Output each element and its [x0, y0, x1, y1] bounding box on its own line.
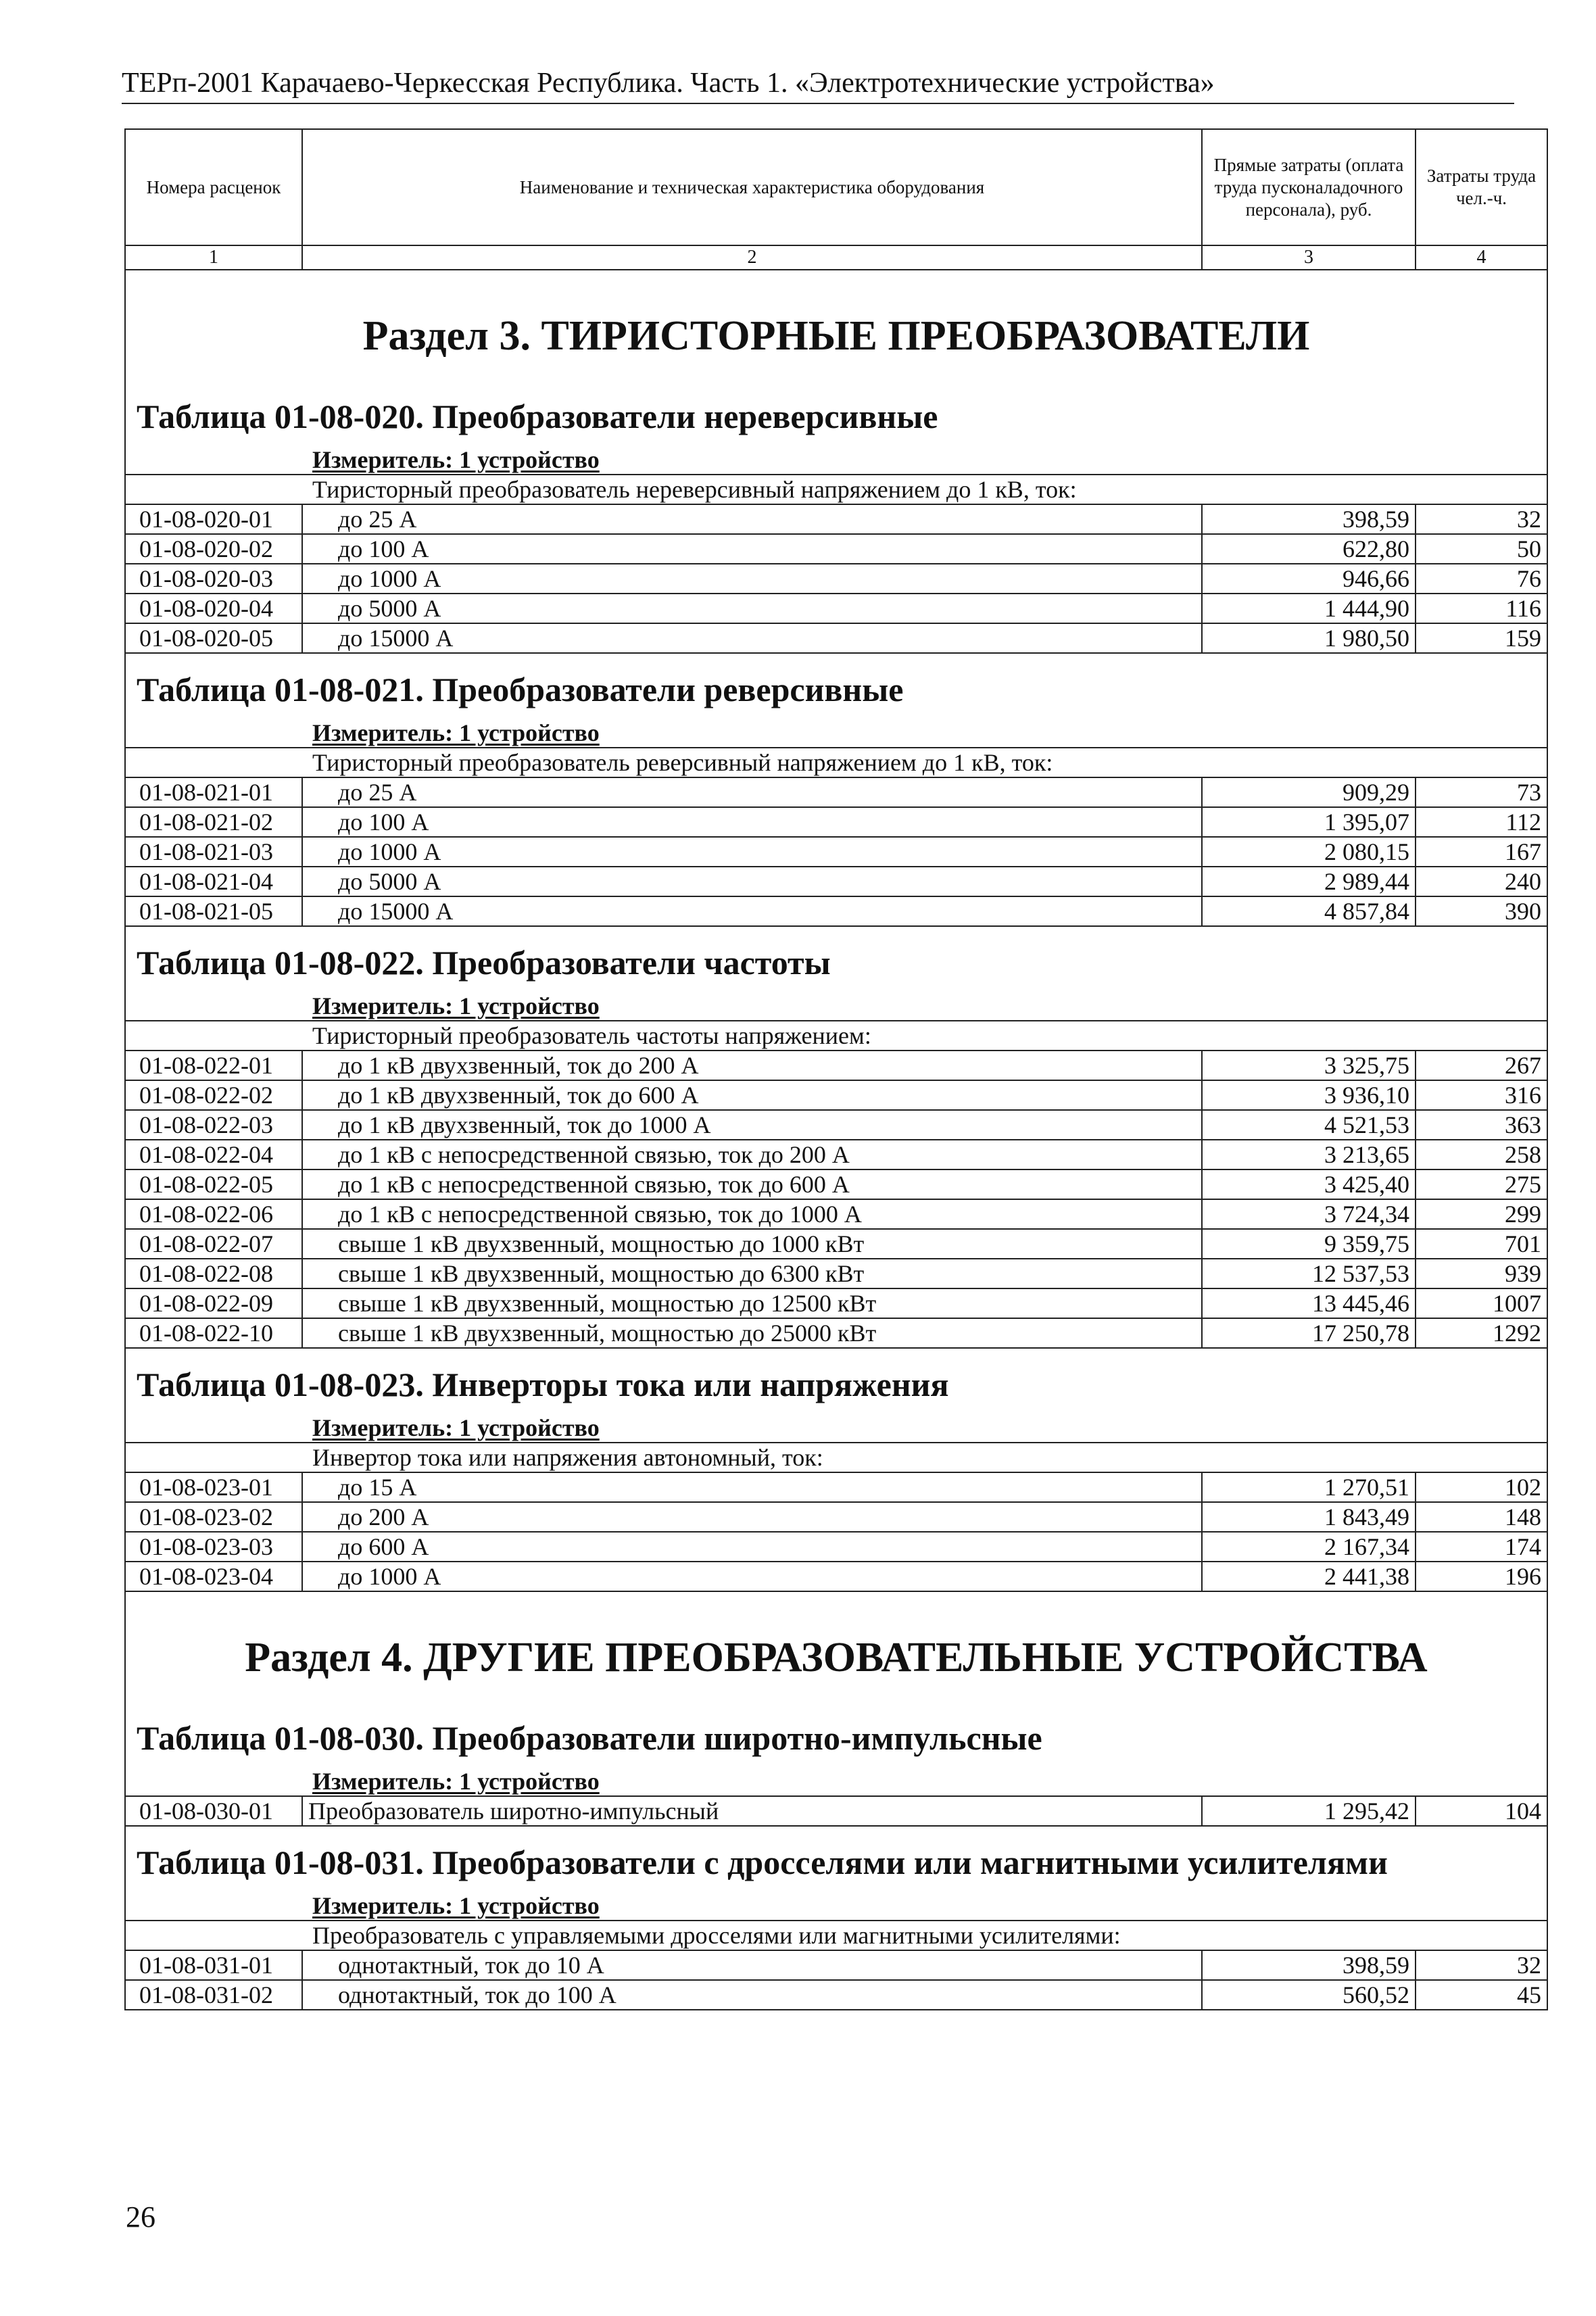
direct-cost: 1 980,50 [1203, 624, 1416, 652]
table-row [126, 838, 1547, 867]
table-row [126, 1473, 1547, 1503]
table-rows [126, 505, 1547, 654]
table-row [126, 1259, 1547, 1289]
direct-cost: 946,66 [1203, 564, 1416, 593]
labor-cost: 167 [1505, 838, 1541, 865]
labor-cost: 363 [1505, 1111, 1541, 1138]
unit-of-measure: Измеритель: 1 устройство [312, 719, 600, 746]
table-rows [126, 1797, 1547, 1827]
labor-cost: 1007 [1493, 1290, 1541, 1317]
direct-cost: 1 444,90 [1203, 594, 1416, 623]
equipment-name: до 1 кВ с непосредственной связью, ток до 600 А [303, 1170, 1203, 1199]
labor-cost: 32 [1517, 506, 1541, 533]
rate-code: 01-08-031-02 [126, 1981, 303, 2009]
direct-cost: 3 724,34 [1203, 1200, 1416, 1228]
direct-cost: 2 167,34 [1203, 1533, 1416, 1561]
table-row [126, 1200, 1547, 1230]
labor-cost: 104 [1505, 1798, 1541, 1825]
column-number-2: 2 [303, 246, 1203, 269]
table-row [126, 1051, 1547, 1081]
table-title: Таблица 01-08-023. Инверторы тока или напряжения [137, 1366, 949, 1403]
equipment-name: до 1 кВ с непосредственной связью, ток до 200 А [303, 1140, 1203, 1169]
direct-cost: 560,52 [1203, 1981, 1416, 2009]
rate-code: 01-08-021-01 [126, 778, 303, 806]
direct-cost: 909,29 [1203, 778, 1416, 806]
labor-cost: 939 [1505, 1260, 1541, 1287]
table-rows [126, 1051, 1547, 1349]
rate-code: 01-08-022-10 [126, 1319, 303, 1347]
column-header-name: Наименование и техническая характеристика оборудования [303, 130, 1203, 245]
table-row [126, 867, 1547, 897]
group-heading: Тиристорный преобразователь частоты напряжением: [126, 1020, 1547, 1051]
labor-cost: 73 [1517, 779, 1541, 806]
labor-cost: 390 [1505, 898, 1541, 925]
labor-cost: 148 [1505, 1503, 1541, 1530]
table-row [126, 564, 1547, 594]
direct-cost: 4 857,84 [1203, 897, 1416, 925]
table-01-08-022 [126, 927, 1547, 1349]
direct-cost: 17 250,78 [1203, 1319, 1416, 1347]
direct-cost: 1 270,51 [1203, 1473, 1416, 1501]
direct-cost: 398,59 [1203, 505, 1416, 533]
table-row [126, 1562, 1547, 1592]
rate-code: 01-08-020-03 [126, 564, 303, 593]
rate-code: 01-08-022-02 [126, 1081, 303, 1109]
labor-cost: 112 [1505, 809, 1541, 836]
direct-cost: 12 537,53 [1203, 1259, 1416, 1288]
direct-cost: 13 445,46 [1203, 1289, 1416, 1318]
equipment-name: до 1 кВ двухзвенный, ток до 600 А [303, 1081, 1203, 1109]
rate-code: 01-08-023-02 [126, 1503, 303, 1531]
labor-cost: 102 [1505, 1474, 1541, 1501]
equipment-name: до 200 А [303, 1503, 1203, 1531]
labor-cost: 50 [1517, 535, 1541, 562]
table-row [126, 1533, 1547, 1562]
table-01-08-031 [126, 1827, 1547, 2010]
equipment-name: свыше 1 кВ двухзвенный, мощностью до 1000 кВт [303, 1230, 1203, 1258]
direct-cost: 2 989,44 [1203, 867, 1416, 896]
group-heading: Тиристорный преобразователь реверсивный напряжением до 1 кВ, ток: [126, 747, 1547, 778]
rates-document [124, 128, 1548, 2010]
labor-cost: 701 [1505, 1230, 1541, 1257]
table-01-08-023 [126, 1349, 1547, 1592]
table-row [126, 778, 1547, 808]
table-row [126, 1289, 1547, 1319]
equipment-name: до 15000 А [303, 897, 1203, 925]
labor-cost: 45 [1517, 1981, 1541, 2008]
direct-cost: 2 080,15 [1203, 838, 1416, 866]
table-title: Таблица 01-08-020. Преобразователи нереверсивные [137, 397, 938, 435]
table-row [126, 1981, 1547, 2010]
column-header-direct-costs: Прямые затраты (оплата труда пусконаладочного персонала), руб. [1203, 130, 1416, 245]
equipment-name: до 100 А [303, 808, 1203, 836]
equipment-name: до 1000 А [303, 838, 1203, 866]
table-row [126, 1797, 1547, 1827]
labor-cost: 258 [1505, 1141, 1541, 1168]
rate-code: 01-08-020-05 [126, 624, 303, 652]
table-rows [126, 778, 1547, 927]
rate-code: 01-08-020-04 [126, 594, 303, 623]
labor-cost: 316 [1505, 1082, 1541, 1109]
equipment-name: до 1000 А [303, 1562, 1203, 1591]
equipment-name: до 5000 А [303, 867, 1203, 896]
direct-cost: 9 359,75 [1203, 1230, 1416, 1258]
group-heading: Преобразователь с управляемыми дросселями или магнитными усилителями: [126, 1920, 1547, 1951]
equipment-name: до 1000 А [303, 564, 1203, 593]
equipment-name: до 100 А [303, 535, 1203, 563]
table-row [126, 897, 1547, 927]
labor-cost: 159 [1505, 625, 1541, 652]
rate-code: 01-08-030-01 [126, 1797, 303, 1825]
section-3-title: Раздел 3. ТИРИСТОРНЫЕ ПРЕОБРАЗОВАТЕЛИ [362, 313, 1310, 359]
rate-code: 01-08-022-07 [126, 1230, 303, 1258]
table-01-08-021 [126, 654, 1547, 927]
equipment-name: Преобразователь широтно-импульсный [303, 1797, 1203, 1825]
direct-cost: 622,80 [1203, 535, 1416, 563]
equipment-name: до 1 кВ двухзвенный, ток до 200 А [303, 1051, 1203, 1080]
table-rows [126, 1951, 1547, 2010]
equipment-name: до 5000 А [303, 594, 1203, 623]
direct-cost: 1 295,42 [1203, 1797, 1416, 1825]
labor-cost: 174 [1505, 1533, 1541, 1560]
unit-of-measure: Измеритель: 1 устройство [312, 1414, 600, 1441]
table-row [126, 1081, 1547, 1111]
table-row [126, 1230, 1547, 1259]
column-number-4: 4 [1476, 247, 1486, 268]
column-header-codes: Номера расценок [126, 130, 303, 245]
equipment-name: до 15000 А [303, 624, 1203, 652]
equipment-name: свыше 1 кВ двухзвенный, мощностью до 12500 кВт [303, 1289, 1203, 1318]
page-header: ТЕРп-2001 Карачаево-Черкесская Республика. Часть 1. «Электротехнические устройства» [122, 66, 1514, 104]
rate-code: 01-08-022-04 [126, 1140, 303, 1169]
table-row [126, 1319, 1547, 1349]
column-header-labor: Затраты труда чел.-ч. [1426, 166, 1537, 208]
rate-code: 01-08-021-05 [126, 897, 303, 925]
table-row [126, 1951, 1547, 1981]
rate-code: 01-08-021-02 [126, 808, 303, 836]
column-number-1: 1 [126, 246, 303, 269]
rate-code: 01-08-023-01 [126, 1473, 303, 1501]
direct-cost: 3 936,10 [1203, 1081, 1416, 1109]
table-row [126, 808, 1547, 838]
rate-code: 01-08-023-03 [126, 1533, 303, 1561]
equipment-name: до 25 А [303, 778, 1203, 806]
table-title: Таблица 01-08-031. Преобразователи с дросселями или магнитными усилителями [137, 1843, 1388, 1881]
labor-cost: 76 [1517, 565, 1541, 592]
rate-code: 01-08-022-01 [126, 1051, 303, 1080]
unit-of-measure: Измеритель: 1 устройство [312, 1892, 600, 1919]
equipment-name: до 1 кВ с непосредственной связью, ток до 1000 А [303, 1200, 1203, 1228]
equipment-name: до 1 кВ двухзвенный, ток до 1000 А [303, 1111, 1203, 1139]
rate-code: 01-08-023-04 [126, 1562, 303, 1591]
direct-cost: 398,59 [1203, 1951, 1416, 1979]
table-01-08-020 [126, 381, 1547, 654]
rate-code: 01-08-031-01 [126, 1951, 303, 1979]
equipment-name: до 25 А [303, 505, 1203, 533]
table-row [126, 535, 1547, 564]
unit-of-measure: Измеритель: 1 устройство [312, 992, 600, 1019]
rate-code: 01-08-021-04 [126, 867, 303, 896]
equipment-name: однотактный, ток до 100 А [303, 1981, 1203, 2009]
unit-of-measure: Измеритель: 1 устройство [312, 446, 600, 473]
table-row [126, 1111, 1547, 1140]
equipment-name: свыше 1 кВ двухзвенный, мощностью до 6300 кВт [303, 1259, 1203, 1288]
group-heading: Инвертор тока или напряжения автономный, ток: [126, 1442, 1547, 1473]
table-title: Таблица 01-08-021. Преобразователи реверсивные [137, 671, 904, 708]
table-title: Таблица 01-08-030. Преобразователи широтно-импульсные [137, 1719, 1042, 1757]
rate-code: 01-08-022-08 [126, 1259, 303, 1288]
labor-cost: 116 [1505, 595, 1541, 622]
column-numbers [126, 246, 1547, 270]
rate-code: 01-08-022-06 [126, 1200, 303, 1228]
page-number: 26 [126, 2200, 155, 2234]
rate-code: 01-08-021-03 [126, 838, 303, 866]
labor-cost: 240 [1505, 868, 1541, 895]
direct-cost: 3 213,65 [1203, 1140, 1416, 1169]
direct-cost: 2 441,38 [1203, 1562, 1416, 1591]
table-row [126, 1503, 1547, 1533]
group-heading: Тиристорный преобразователь нереверсивный напряжением до 1 кВ, ток: [126, 474, 1547, 505]
rate-code: 01-08-022-09 [126, 1289, 303, 1318]
table-rows [126, 1473, 1547, 1592]
table-row [126, 594, 1547, 624]
unit-of-measure: Измеритель: 1 устройство [126, 1767, 1547, 1797]
labor-cost: 32 [1517, 1952, 1541, 1979]
rate-code: 01-08-022-03 [126, 1111, 303, 1139]
direct-cost: 1 395,07 [1203, 808, 1416, 836]
direct-cost: 3 425,40 [1203, 1170, 1416, 1199]
section-4-title: Раздел 4. ДРУГИЕ ПРЕОБРАЗОВАТЕЛЬНЫЕ УСТРОЙСТВА [245, 1635, 1428, 1681]
table-row [126, 1170, 1547, 1200]
table-01-08-030 [126, 1702, 1547, 1827]
labor-cost: 275 [1505, 1171, 1541, 1198]
direct-cost: 1 843,49 [1203, 1503, 1416, 1531]
rate-code: 01-08-020-02 [126, 535, 303, 563]
labor-cost: 299 [1505, 1201, 1541, 1228]
column-headers [126, 130, 1547, 246]
direct-cost: 4 521,53 [1203, 1111, 1416, 1139]
equipment-name: до 15 А [303, 1473, 1203, 1501]
equipment-name: однотактный, ток до 10 А [303, 1951, 1203, 1979]
rate-code: 01-08-020-01 [126, 505, 303, 533]
direct-cost: 3 325,75 [1203, 1051, 1416, 1080]
labor-cost: 267 [1505, 1052, 1541, 1079]
table-row [126, 505, 1547, 535]
table-row [126, 624, 1547, 654]
labor-cost: 1292 [1493, 1320, 1541, 1347]
labor-cost: 196 [1505, 1563, 1541, 1590]
equipment-name: свыше 1 кВ двухзвенный, мощностью до 25000 кВт [303, 1319, 1203, 1347]
table-title: Таблица 01-08-022. Преобразователи частоты [137, 944, 831, 982]
column-number-3: 3 [1203, 246, 1416, 269]
rate-code: 01-08-022-05 [126, 1170, 303, 1199]
equipment-name: до 600 А [303, 1533, 1203, 1561]
table-row [126, 1140, 1547, 1170]
